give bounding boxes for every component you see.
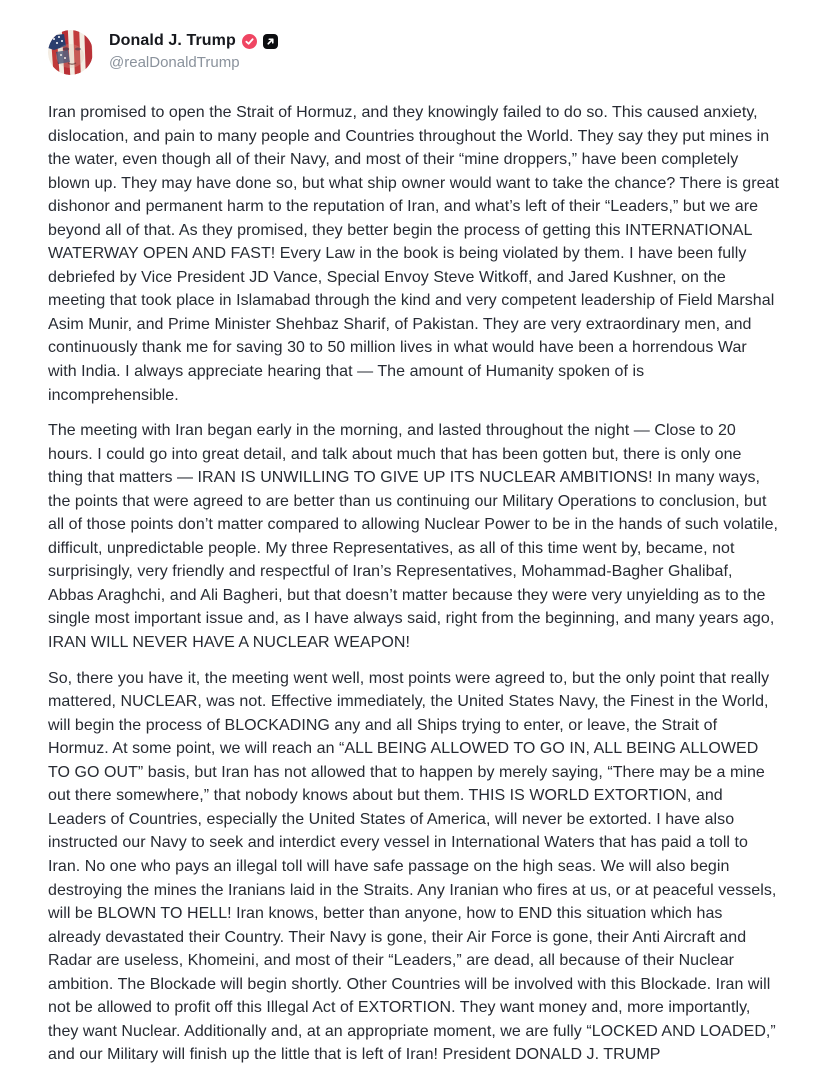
avatar[interactable] [48,30,93,75]
black-arrow-badge-icon [263,34,278,49]
flag-face-avatar-image [48,30,93,75]
author-handle[interactable]: @realDonaldTrump [109,54,240,71]
post-paragraph-1: Iran promised to open the Strait of Hormuz, and they knowingly failed to do so. This caused anxiety, dislocation, and pain to many people and Countries throughout the World. They say they put mines in the water, even though all of their Navy, and most of their “mine droppers,” have been completely blown up. They may have done so, but what ship owner would want to take the chance? There is great dishonor and permanent harm to the reputation of Iran, and what’s left of their “Leaders,” but we are beyond all of that. As they promised, they better begin the process of getting this INTERNATIONAL WATERWAY OPEN AND FAST! Every Law in the book is being violated by them. I have been fully debriefed by Vice President JD Vance, Special Envoy Steve Witkoff, and Jared Kushner, on the meeting that took place in Islamabad through the kind and very competent leadership of Field Marshal Asim Munir, and Prime Minister Shehbaz Sharif, of Pakistan. They are very extraordinary men, and continuously thank me for saving 30 to 50 million lives in what would have been a horrendous War with India. I always appreciate hearing that — The amount of Humanity spoken of is incomprehensible. [48,104,779,404]
author-display-name[interactable]: Donald J. Trump [109,32,236,49]
verified-checkmark-icon [242,34,257,49]
author-name-row [109,32,278,50]
author-block [109,30,278,71]
post-body [48,101,779,1067]
post-paragraph-2: The meeting with Iran began early in the morning, and lasted throughout the night — Close to 20 hours. I could go into great detail, and talk about much that has been gotten but, there is only one thing that matters — IRAN IS UNWILLING TO GIVE UP ITS NUCLEAR AMBITIONS! In many ways, the points that were agreed to are better than us continuing our Military Operations to conclusion, but all of those points don’t matter compared to allowing Nuclear Power to be in the hands of such volatile, difficult, unpredictable people. My three Representatives, as all of this time went by, became, not surprisingly, very friendly and respectful of Iran’s Representatives, Mohammad-Bagher Ghalibaf, Abbas Araghchi, and Ali Bagheri, but that doesn’t matter because they were very unyielding as to the single most important issue and, as I have always said, right from the beginning, and many years ago, IRAN WILL NEVER HAVE A NUCLEAR WEAPON! [48,422,779,652]
post-paragraph-3: So, there you have it, the meeting went well, most points were agreed to, but the only point that really mattered, NUCLEAR, was not. Effective immediately, the United States Navy, the Finest in the World, will begin the process of BLOCKADING any and all Ships trying to enter, or leave, the Strait of Hormuz. At some point, we will reach an “ALL BEING ALLOWED TO GO IN, ALL BEING ALLOWED TO GO OUT” basis, but Iran has not allowed that to happen by merely saying, “There may be a mine out there somewhere,” that nobody knows about but them. THIS IS WORLD EXTORTION, and Leaders of Countries, especially the United States of America, will never be extorted. I have also instructed our Navy to seek and interdict every vessel in International Waters that has paid a toll to Iran. No one who pays an illegal toll will have safe passage on the high seas. We will also begin destroying the mines the Iranians laid in the Straits. Any Iranian who fires at us, or at peaceful vessels, will be BLOWN TO HELL! Iran knows, better than anyone, how to END this situation which has already devastated their Country. Their Navy is gone, their Air Force is gone, their Anti Aircraft and Radar are useless, Khomeini, and most of their “Leaders,” are dead, all because of their Nuclear ambition. The Blockade will begin shortly. Other Countries will be involved with this Blockade. Iran will not be allowed to profit off this Illegal Act of EXTORTION. They want money and, more importantly, they want Nuclear. Additionally and, at an appropriate moment, we are fully “LOCKED AND LOADED,” and our Military will finish up the little that is left of Iran! President DONALD J. TRUMP [48,669,777,1064]
post-header [48,30,775,75]
